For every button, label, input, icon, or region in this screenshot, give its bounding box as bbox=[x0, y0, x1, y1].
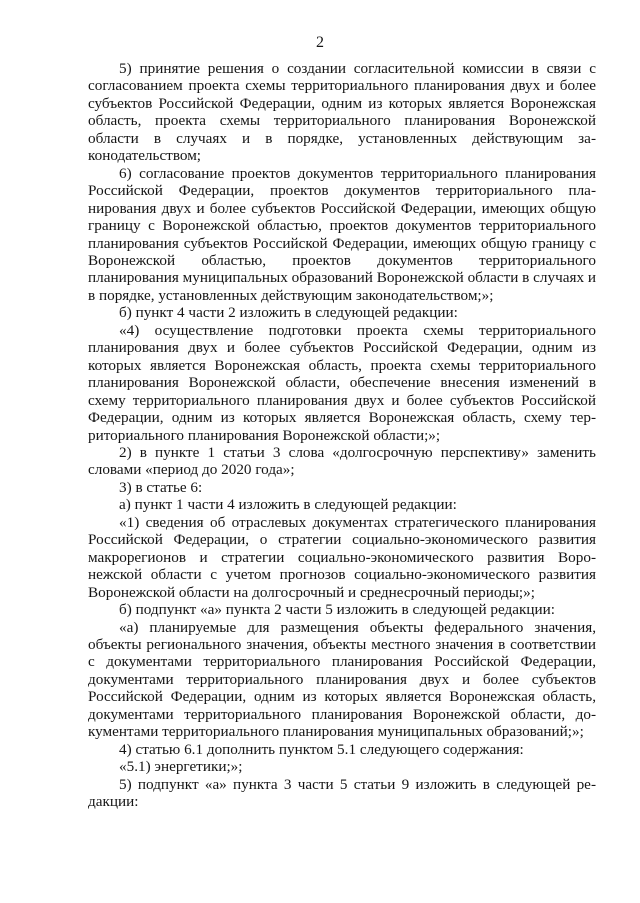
paragraph-new-text-point-4: «4) осуществление подготовки проекта схемы территориального планирования двух и более субъектов Российской Федерации, одним из которых является Воронежская область, проекта схемы территориального планирования Воронежской области, обеспечение внесения изменений в схему территориального планирования двух и более субъектов Российской Федерации, одним из которых является Воронежская область, схему территориального планирования Воронежской области;»; bbox=[88, 321, 596, 444]
paragraph-new-text-subpoint-a: «а) планируемые для размещения объекты федерального значения, объекты регионального значения, объекты местного значения в соответствии с документами территориального планирования Российской Федерации, документами территориального планирования двух и более субъектов Российской Федерации, одним из которых является Воронежская область, документами территориального планирования Воронежской области, документами территориального планирования муниципальных образований;»; bbox=[88, 618, 596, 741]
paragraph-item-2-article-3: 2) в пункте 1 статьи 3 слова «долгосрочную перспективу» заменить словами «период до 2020 года»; bbox=[88, 443, 596, 479]
paragraph-subitem-b-subpoint-a: б) подпункт «а» пункта 2 части 5 изложить в следующей редакции: bbox=[119, 601, 555, 619]
paragraph-item-3-article-6: 3) в статье 6: bbox=[119, 478, 203, 496]
paragraph-item-6: 6) согласование проектов документов территориального планирования Российской Федерации, проектов документов территориального планирования двух и более субъектов Российской Федерации, имеющих общую границу с Воронежской областью, проектов документов территориального планирования субъектов Российской Федерации, имеющих общую границу с Воронежской областью, проектов документов территориального планирования муниципальных образований Воронежской области в случаях и в порядке, установленных действующим законодательством;»; bbox=[88, 164, 596, 304]
paragraph-new-text-point-1: «1) сведения об отраслевых документах стратегического планирования Российской Федерации, о стратегии социально-экономического развития макрорегионов и стратегии социально-экономического развития Воронежской области с учетом прогнозов социально-экономического развития Воронежской области на долгосрочный и среднесрочный периоды;»; bbox=[88, 513, 596, 601]
paragraph-item-5: 5) принятие решения о создании согласительной комиссии в связи с согласованием проекта схемы территориального планирования двух и более субъектов Российской Федерации, одним из которых является Воронежская область, проекта схемы территориального планирования Воронежской области в случаях и в порядке, установленных действующим законодательством; bbox=[88, 60, 596, 165]
paragraph-subitem-a-point-1: а) пункт 1 части 4 изложить в следующей редакции: bbox=[119, 496, 457, 514]
paragraph-new-text-point-5-1: «5.1) энергетики;»; bbox=[119, 758, 243, 776]
page-number: 2 bbox=[316, 34, 324, 51]
paragraph-item-4-article-6-1: 4) статью 6.1 дополнить пунктом 5.1 следующего содержания: bbox=[119, 740, 524, 758]
paragraph-item-5-article-9: 5) подпункт «а» пункта 3 части 5 статьи 9 изложить в следующей редакции: bbox=[88, 775, 596, 811]
paragraph-subitem-b-point-4: б) пункт 4 части 2 изложить в следующей редакции: bbox=[119, 304, 458, 322]
document-body bbox=[88, 60, 596, 810]
